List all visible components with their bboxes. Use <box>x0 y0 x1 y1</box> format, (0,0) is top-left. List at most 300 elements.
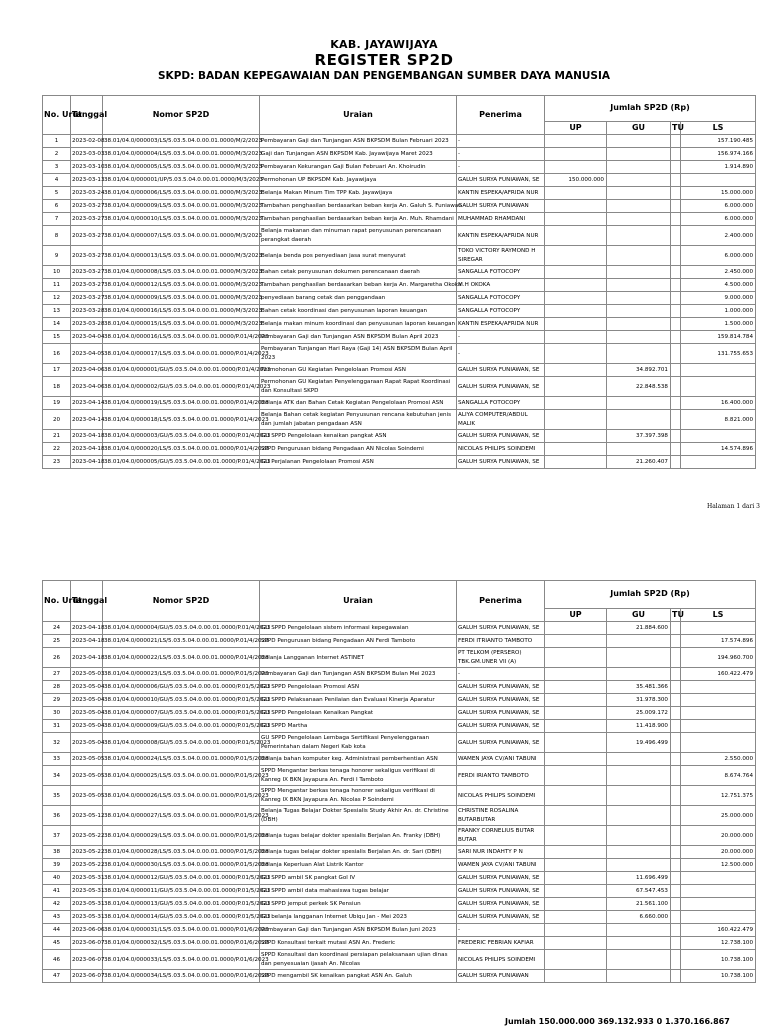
row-ls-amount <box>681 720 756 733</box>
row-description: Bahan cetak penyusunan dokumen perencanaan daerah <box>260 266 457 279</box>
table-row <box>43 364 756 377</box>
row-recipient: - <box>457 331 545 344</box>
row-sp2d-number: 38.01/04.0/000009/LS/5.03.5.04.0.00.01.0000/M/3/2023 <box>103 200 260 213</box>
row-description: Pembayaran Kekurangan Gaji Bulan Februari An. Khoirudin <box>260 161 457 174</box>
row-date: 2023-04-18 <box>71 456 103 469</box>
row-ls-amount: 16.400.000 <box>681 397 756 410</box>
row-number: 4 <box>43 174 71 187</box>
row-date: 2023-03-27 <box>71 279 103 292</box>
row-up-amount <box>545 443 607 456</box>
row-recipient: GALUH SURYA FUNIAWAN, SE <box>457 681 545 694</box>
row-ls-amount <box>681 622 756 635</box>
row-recipient: - <box>457 135 545 148</box>
row-gu-amount <box>607 200 671 213</box>
row-gu-amount: 21.260.407 <box>607 456 671 469</box>
table-row <box>43 911 756 924</box>
row-description: GU SPPD Pengelolaan Promosi ASN <box>260 681 457 694</box>
row-up-amount <box>545 226 607 246</box>
row-ls-amount: 1.000.000 <box>681 305 756 318</box>
row-number: 37 <box>43 826 71 846</box>
row-description: Pembayaran Gaji dan Tunjangan ASN BKPSDM Bulan Mei 2023 <box>260 668 457 681</box>
row-date: 2023-04-06 <box>71 377 103 397</box>
row-date: 2023-04-18 <box>71 443 103 456</box>
row-ls-amount: 2.450.000 <box>681 266 756 279</box>
row-up-amount <box>545 279 607 292</box>
row-tu-amount <box>671 826 681 846</box>
row-ls-amount: 12.500.000 <box>681 859 756 872</box>
row-up-amount <box>545 911 607 924</box>
row-sp2d-number: 38.01/04.0/000003/GU/5.03.5.04.0.00.01.0000/P.01/4/2023 <box>103 430 260 443</box>
row-date: 2023-02-08 <box>71 135 103 148</box>
row-description: Belanja ATK dan Bahan Cetak Kegiatan Pengelolaan Promosi ASN <box>260 397 457 410</box>
row-gu-amount <box>607 648 671 668</box>
row-sp2d-number: 38.01/04.0/000019/LS/5.03.5.04.0.00.01.0000/P.01/4/2023 <box>103 397 260 410</box>
row-tu-amount <box>671 846 681 859</box>
row-ls-amount <box>681 364 756 377</box>
row-sp2d-number: 38.01/04.0/000018/LS/5.03.5.04.0.00.01.0000/P.01/4/2023 <box>103 410 260 430</box>
row-gu-amount <box>607 937 671 950</box>
row-up-amount <box>545 950 607 970</box>
row-description: Gaji dan Tunjangan ASN BKPSDM Kab. Jayawijaya Maret 2023 <box>260 148 457 161</box>
row-ls-amount: 15.000.000 <box>681 187 756 200</box>
row-ls-amount: 2.550.000 <box>681 753 756 766</box>
row-tu-amount <box>671 859 681 872</box>
row-ls-amount: 2.400.000 <box>681 226 756 246</box>
row-date: 2023-03-03 <box>71 148 103 161</box>
row-description: Belanja makanan dan minuman rapat penyusunan perencanaan perangkat daerah <box>260 226 457 246</box>
row-description: Permohonan GU Kegiatan Penyelenggaraan Rapat Rapat Koordinasi dan Konsultasi SKPD <box>260 377 457 397</box>
row-number: 44 <box>43 924 71 937</box>
col-gu-header: GU <box>607 609 671 622</box>
row-description: Pembayaran Gaji dan Tunjangan ASN BKPSDM Bulan Februari 2023 <box>260 135 457 148</box>
row-description: GU SPPD ambil SK pangkat Gol IV <box>260 872 457 885</box>
row-number: 17 <box>43 364 71 377</box>
row-sp2d-number: 38.01/04.0/000009/LS/5.03.5.04.0.00.01.0000/M/3/2023 <box>103 292 260 305</box>
col-ls-header: LS <box>681 122 756 135</box>
row-gu-amount: 21.561.100 <box>607 898 671 911</box>
row-gu-amount <box>607 226 671 246</box>
row-description: Pembayaran Gaji dan Tunjangan ASN BKPSDM Bulan April 2023 <box>260 331 457 344</box>
row-sp2d-number: 38.01/04.0/000012/GU/5.03.5.04.0.00.01.0000/P.01/5/2023 <box>103 872 260 885</box>
row-up-amount <box>545 305 607 318</box>
row-description: Belanja tugas belajar dokter spesialis Berjalan An. Franky (DBH) <box>260 826 457 846</box>
row-description: GU SPPD Pengelolaan Lembaga Sertifikasi Penyelenggaraan Pemerintahan dalam Negeri Kab kota <box>260 733 457 753</box>
table-row <box>43 859 756 872</box>
regency-title: KAB. JAYAWIJAYA <box>330 38 438 51</box>
table-row <box>43 456 756 469</box>
row-tu-amount <box>671 872 681 885</box>
row-sp2d-number: 38.01/04.0/000008/GU/5.03.5.04.0.00.01.0000/P.01/5/2023 <box>103 733 260 753</box>
table-row <box>43 187 756 200</box>
table-row <box>43 937 756 950</box>
col-up-header: UP <box>545 609 607 622</box>
row-description: SPPD Pengurusan bidang Pengadaan AN Ferdi Tamboto <box>260 635 457 648</box>
row-recipient: NICOLAS PHILIPS SOINDEMI <box>457 786 545 806</box>
table-row <box>43 720 756 733</box>
row-sp2d-number: 38.01/04.0/000034/LS/5.03.5.04.0.00.01.0000/P.01/6/2023 <box>103 970 260 983</box>
row-ls-amount: 194.960.700 <box>681 648 756 668</box>
row-date: 2023-05-31 <box>71 911 103 924</box>
row-number: 42 <box>43 898 71 911</box>
row-tu-amount <box>671 937 681 950</box>
row-recipient: FERDI ITRIANTO TAMBOTO <box>457 635 545 648</box>
row-ls-amount: 156.974.166 <box>681 148 756 161</box>
row-up-amount <box>545 213 607 226</box>
row-sp2d-number: 38.01/04.0/000012/LS/5.03.5.04.0.00.01.0000/M/3/2023 <box>103 279 260 292</box>
table-row <box>43 694 756 707</box>
table-row <box>43 161 756 174</box>
row-date: 2023-05-04 <box>71 681 103 694</box>
row-gu-amount <box>607 213 671 226</box>
row-gu-amount <box>607 410 671 430</box>
row-up-amount <box>545 970 607 983</box>
col-nomor-header: Nomor SP2D <box>103 96 260 135</box>
row-description: GU SPPD jemput perkek SK Pensiun <box>260 898 457 911</box>
row-recipient: - <box>457 161 545 174</box>
table-row <box>43 331 756 344</box>
row-description: Tambahan penghasilan berdasarkan beban kerja An. Galuh S. Funiawan <box>260 200 457 213</box>
row-description: GU SPPD Martha <box>260 720 457 733</box>
row-up-amount <box>545 344 607 364</box>
row-number: 38 <box>43 846 71 859</box>
row-ls-amount <box>681 456 756 469</box>
row-description: Belanja tugas belajar dokter spesialis Berjalan An. dr. Sari (DBH) <box>260 846 457 859</box>
row-ls-amount <box>681 885 756 898</box>
row-gu-amount <box>607 443 671 456</box>
col-uraian-header: Uraian <box>260 96 457 135</box>
row-date: 2023-03-27 <box>71 200 103 213</box>
row-tu-amount <box>671 331 681 344</box>
row-number: 39 <box>43 859 71 872</box>
row-date: 2023-05-31 <box>71 872 103 885</box>
row-description: GU SPPD Pengelolaan Kenaikan Pangkat <box>260 707 457 720</box>
row-description: Belanja makan minum koordinasi dan penyusunan laporan keuangan <box>260 318 457 331</box>
row-gu-amount <box>607 318 671 331</box>
row-sp2d-number: 38.01/04.0/000006/LS/5.03.5.04.0.00.01.0000/M/3/2023 <box>103 187 260 200</box>
row-recipient: SANGALLA FOTOCOPY <box>457 292 545 305</box>
row-up-amount <box>545 806 607 826</box>
row-number: 25 <box>43 635 71 648</box>
row-up-amount: 150.000.000 <box>545 174 607 187</box>
row-tu-amount <box>671 266 681 279</box>
row-up-amount <box>545 135 607 148</box>
row-tu-amount <box>671 279 681 292</box>
row-gu-amount <box>607 846 671 859</box>
row-up-amount <box>545 430 607 443</box>
row-date: 2023-04-18 <box>71 430 103 443</box>
row-date: 2023-03-27 <box>71 292 103 305</box>
row-tu-amount <box>671 766 681 786</box>
col-no-header: No. Urut <box>43 96 71 135</box>
row-sp2d-number: 38.01/04.0/000013/LS/5.03.5.04.0.00.01.0000/M/3/2023 <box>103 246 260 266</box>
row-tu-amount <box>671 246 681 266</box>
row-ls-amount <box>681 681 756 694</box>
row-tu-amount <box>671 622 681 635</box>
row-sp2d-number: 38.01/04.0/000008/LS/5.03.5.04.0.00.01.0000/M/3/2023 <box>103 266 260 279</box>
col-penerima-header: Penerima <box>457 581 545 622</box>
row-ls-amount <box>681 707 756 720</box>
row-date: 2023-05-22 <box>71 826 103 846</box>
table-row <box>43 826 756 846</box>
row-number: 11 <box>43 279 71 292</box>
row-sp2d-number: 38.01/04.0/000021/LS/5.03.5.04.0.00.01.0000/P.01/4/2023 <box>103 635 260 648</box>
row-tu-amount <box>671 924 681 937</box>
row-up-amount <box>545 859 607 872</box>
row-number: 36 <box>43 806 71 826</box>
row-number: 14 <box>43 318 71 331</box>
row-recipient: NICOLAS PHILIPS SOINDEMI <box>457 950 545 970</box>
table-row <box>43 846 756 859</box>
row-recipient: ALIYA COMPUTER/ABDUL MALIK <box>457 410 545 430</box>
row-sp2d-number: 38.01/04.0/000003/LS/5.03.5.04.0.00.01.0000/M/2/2023 <box>103 135 260 148</box>
row-tu-amount <box>671 898 681 911</box>
row-recipient: KANTIN ESPEKA/AFRIDA NUR <box>457 318 545 331</box>
row-up-amount <box>545 292 607 305</box>
row-number: 47 <box>43 970 71 983</box>
row-number: 27 <box>43 668 71 681</box>
row-number: 34 <box>43 766 71 786</box>
row-ls-amount: 160.422.479 <box>681 924 756 937</box>
row-number: 20 <box>43 410 71 430</box>
col-tanggal-header: Tanggal <box>71 581 103 622</box>
row-ls-amount: 25.000.000 <box>681 806 756 826</box>
row-up-amount <box>545 318 607 331</box>
row-recipient: - <box>457 148 545 161</box>
row-tu-amount <box>671 213 681 226</box>
row-number: 33 <box>43 753 71 766</box>
row-recipient: WAMEN JAYA CV/ANI TABUNI <box>457 859 545 872</box>
row-ls-amount: 20.000.000 <box>681 846 756 859</box>
row-gu-amount <box>607 292 671 305</box>
row-tu-amount <box>671 148 681 161</box>
row-recipient: GALUH SURYA FUNIAWAN, SE <box>457 377 545 397</box>
totals-ls: 1.370.166.867 <box>664 1017 730 1026</box>
row-date: 2023-06-07 <box>71 950 103 970</box>
row-sp2d-number: 38.01/04.0/000031/LS/5.03.5.04.0.00.01.0000/P.01/6/2023 <box>103 924 260 937</box>
row-number: 23 <box>43 456 71 469</box>
page-number-note: Halaman 1 dari 3 <box>707 503 760 510</box>
row-gu-amount <box>607 331 671 344</box>
table-row <box>43 266 756 279</box>
row-description: SPPD Konsultasi dan koordinasi persiapan pelaksanaan ujian dinas dan penyesuaian ijasah An. Nicolas <box>260 950 457 970</box>
row-date: 2023-04-06 <box>71 364 103 377</box>
row-tu-amount <box>671 161 681 174</box>
row-ls-amount: 10.738.100 <box>681 970 756 983</box>
row-sp2d-number: 38.01/04.0/000027/LS/5.03.5.04.0.00.01.0000/P.01/5/2023 <box>103 806 260 826</box>
row-tu-amount <box>671 970 681 983</box>
row-recipient: M.H OKOKA <box>457 279 545 292</box>
row-date: 2023-04-18 <box>71 622 103 635</box>
row-gu-amount <box>607 924 671 937</box>
row-date: 2023-04-18 <box>71 648 103 668</box>
row-recipient: GALUH SURYA FUNIAWAN <box>457 200 545 213</box>
row-date: 2023-03-24 <box>71 187 103 200</box>
table-row <box>43 246 756 266</box>
row-gu-amount <box>607 161 671 174</box>
row-sp2d-number: 38.01/04.0/000005/LS/5.03.5.04.0.00.01.0000/M/3/2023 <box>103 161 260 174</box>
row-gu-amount <box>607 148 671 161</box>
row-ls-amount: 8.821.000 <box>681 410 756 430</box>
row-sp2d-number: 38.01/04.0/000005/GU/5.03.5.04.0.00.01.0000/P.01/4/2023 <box>103 456 260 469</box>
row-tu-amount <box>671 681 681 694</box>
table-row <box>43 668 756 681</box>
row-sp2d-number: 38.01/04.0/000033/LS/5.03.5.04.0.00.01.0000/P.01/6/2023 <box>103 950 260 970</box>
table-row <box>43 135 756 148</box>
row-sp2d-number: 38.01/04.0/000020/LS/5.03.5.04.0.00.01.0000/P.01/4/2023 <box>103 443 260 456</box>
row-number: 22 <box>43 443 71 456</box>
row-number: 19 <box>43 397 71 410</box>
row-tu-amount <box>671 187 681 200</box>
row-up-amount <box>545 148 607 161</box>
row-recipient: GALUH SURYA FUNIAWAN, SE <box>457 622 545 635</box>
row-up-amount <box>545 456 607 469</box>
table-row <box>43 681 756 694</box>
table-row <box>43 753 756 766</box>
row-tu-amount <box>671 344 681 364</box>
row-recipient: TOKO VICTORY RAYMOND H SIREGAR <box>457 246 545 266</box>
row-sp2d-number: 38.01/04.0/000011/GU/5.03.5.04.0.00.01.0000/P.01/5/2023 <box>103 885 260 898</box>
row-tu-amount <box>671 720 681 733</box>
row-up-amount <box>545 720 607 733</box>
row-up-amount <box>545 846 607 859</box>
row-description: penyediaan barang cetak dan penggandaan <box>260 292 457 305</box>
row-recipient: GALUH SURYA FUNIAWAN, SE <box>457 430 545 443</box>
row-recipient: GALUH SURYA FUNIAWAN, SE <box>457 733 545 753</box>
row-gu-amount: 19.496.499 <box>607 733 671 753</box>
row-date: 2023-04-04 <box>71 331 103 344</box>
row-ls-amount <box>681 174 756 187</box>
row-description: Tambahan penghasilan berdasarkan beban kerja An. Margaretha Okoka <box>260 279 457 292</box>
row-ls-amount: 12.751.375 <box>681 786 756 806</box>
row-ls-amount: 14.574.896 <box>681 443 756 456</box>
row-sp2d-number: 38.01/04.0/000015/LS/5.03.5.04.0.00.01.0000/M/3/2023 <box>103 318 260 331</box>
row-up-amount <box>545 733 607 753</box>
row-up-amount <box>545 766 607 786</box>
row-recipient: SARI NUR INDAHTY P N <box>457 846 545 859</box>
row-gu-amount: 22.848.538 <box>607 377 671 397</box>
row-gu-amount <box>607 859 671 872</box>
row-date: 2023-05-31 <box>71 885 103 898</box>
table-row <box>43 226 756 246</box>
row-up-amount <box>545 885 607 898</box>
row-description: SPPD Konsultasi terkait mutasi ASN An. Frederic <box>260 937 457 950</box>
row-tu-amount <box>671 200 681 213</box>
col-jumlah-header: Jumlah SP2D (Rp) <box>545 96 756 122</box>
row-description: GU SPPD Pengelolaan kenaikan pangkat ASN <box>260 430 457 443</box>
row-up-amount <box>545 161 607 174</box>
row-ls-amount: 6.000.000 <box>681 246 756 266</box>
row-tu-amount <box>671 806 681 826</box>
row-sp2d-number: 38.01/04.0/000013/GU/5.03.5.04.0.00.01.0000/P.01/5/2023 <box>103 898 260 911</box>
row-recipient: FREDERIC FEBRIAN KAFIAR <box>457 937 545 950</box>
row-number: 18 <box>43 377 71 397</box>
row-date: 2023-05-31 <box>71 898 103 911</box>
table-row <box>43 279 756 292</box>
row-recipient: GALUH SURYA FUNIAWAN, SE <box>457 694 545 707</box>
row-date: 2023-04-18 <box>71 635 103 648</box>
row-number: 2 <box>43 148 71 161</box>
row-number: 45 <box>43 937 71 950</box>
row-tu-amount <box>671 174 681 187</box>
row-tu-amount <box>671 707 681 720</box>
row-gu-amount: 11.696.499 <box>607 872 671 885</box>
row-up-amount <box>545 648 607 668</box>
row-recipient: - <box>457 344 545 364</box>
row-date: 2023-04-14 <box>71 397 103 410</box>
row-date: 2023-06-07 <box>71 937 103 950</box>
row-description: GU SPPD Pelaksanaan Penilaian dan Evaluasi Kinerja Aparatur <box>260 694 457 707</box>
register-table-page-2 <box>42 580 756 983</box>
row-up-amount <box>545 707 607 720</box>
row-ls-amount <box>681 733 756 753</box>
row-sp2d-number: 38.01/04.0/000032/LS/5.03.5.04.0.00.01.0000/P.01/6/2023 <box>103 937 260 950</box>
row-up-amount <box>545 668 607 681</box>
row-tu-amount <box>671 410 681 430</box>
table-row <box>43 970 756 983</box>
row-tu-amount <box>671 305 681 318</box>
row-gu-amount <box>607 305 671 318</box>
totals-gu: 369.132.933 <box>597 1017 654 1026</box>
row-date: 2023-03-27 <box>71 266 103 279</box>
row-gu-amount <box>607 187 671 200</box>
row-number: 32 <box>43 733 71 753</box>
row-sp2d-number: 38.01/04.0/000007/GU/5.03.5.04.0.00.01.0000/P.01/5/2023 <box>103 707 260 720</box>
table-row <box>43 924 756 937</box>
row-number: 46 <box>43 950 71 970</box>
row-number: 5 <box>43 187 71 200</box>
row-gu-amount <box>607 753 671 766</box>
row-gu-amount <box>607 344 671 364</box>
row-gu-amount <box>607 668 671 681</box>
row-description: GU Perjalanan Pengelolaan Promosi ASN <box>260 456 457 469</box>
col-jumlah-header: Jumlah SP2D (Rp) <box>545 581 756 609</box>
row-up-amount <box>545 377 607 397</box>
row-number: 24 <box>43 622 71 635</box>
row-sp2d-number: 38.01/04.0/000010/GU/5.03.5.04.0.00.01.0000/P.01/5/2023 <box>103 694 260 707</box>
row-sp2d-number: 38.01/04.0/000023/LS/5.03.5.04.0.00.01.0000/P.01/5/2023 <box>103 668 260 681</box>
table-row <box>43 733 756 753</box>
row-description: GU belanja langganan Internet Ubiqu Jan - Mei 2023 <box>260 911 457 924</box>
row-up-amount <box>545 246 607 266</box>
table-row <box>43 410 756 430</box>
row-number: 26 <box>43 648 71 668</box>
row-recipient: GALUH SURYA FUNIAWAN, SE <box>457 364 545 377</box>
row-number: 8 <box>43 226 71 246</box>
row-date: 2023-05-22 <box>71 859 103 872</box>
row-ls-amount: 1.914.890 <box>681 161 756 174</box>
row-number: 7 <box>43 213 71 226</box>
row-ls-amount <box>681 911 756 924</box>
row-ls-amount <box>681 430 756 443</box>
row-gu-amount <box>607 397 671 410</box>
row-gu-amount <box>607 246 671 266</box>
col-up-header: UP <box>545 122 607 135</box>
row-date: 2023-05-04 <box>71 707 103 720</box>
row-description: SPPD Mengantar berkas tenaga honorer sekaligus verifikasi di Kanreg IX BKN Jayapura An. Nicolas P Soindemi <box>260 786 457 806</box>
row-up-amount <box>545 331 607 344</box>
table-row <box>43 898 756 911</box>
row-recipient: GALUH SURYA FUNIAWAN, SE <box>457 898 545 911</box>
row-date: 2023-03-27 <box>71 213 103 226</box>
row-ls-amount: 1.500.000 <box>681 318 756 331</box>
row-ls-amount: 17.574.896 <box>681 635 756 648</box>
row-recipient: KANTIN ESPEKA/AFRIDA NUR <box>457 226 545 246</box>
row-tu-amount <box>671 226 681 246</box>
row-ls-amount <box>681 872 756 885</box>
row-description: Permohonan UP BKPSDM Kab. Jayawijaya <box>260 174 457 187</box>
row-recipient: SANGALLA FOTOCOPY <box>457 266 545 279</box>
row-ls-amount: 12.738.100 <box>681 937 756 950</box>
